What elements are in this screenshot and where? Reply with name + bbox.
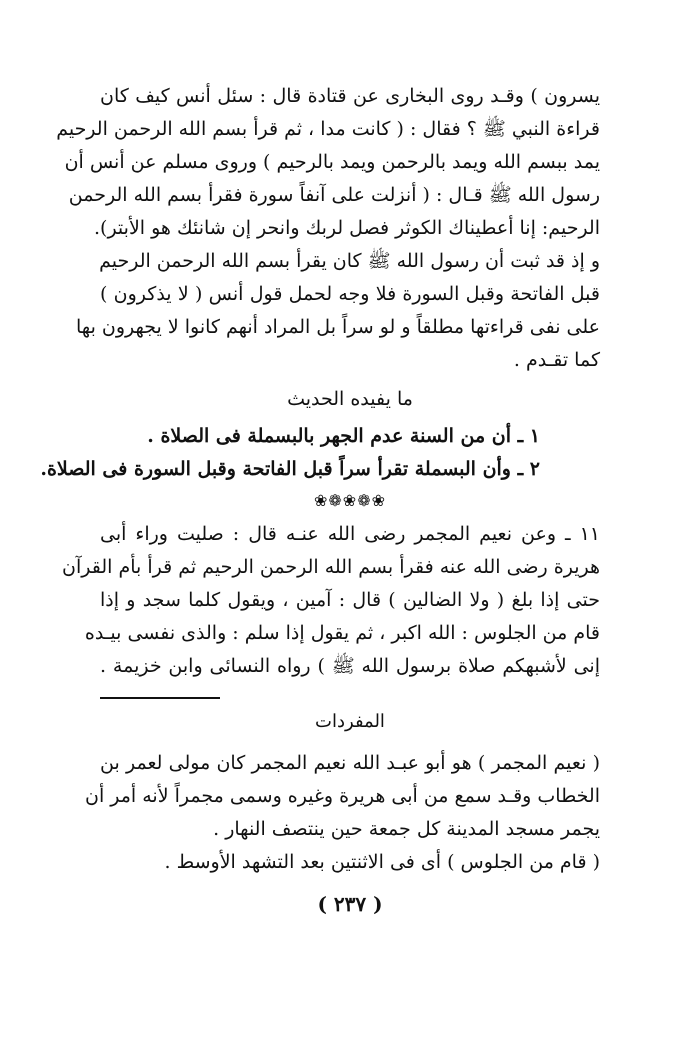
- text-line: ( نعيم المجمر ) هو أبو عبـد الله نعيم المجمر كان مولى لعمر بن: [100, 752, 600, 774]
- text-line: رسول الله ﷺ قـال : ( أنزلت على آنفاً سورة فقرأ بسم الله الرحمن: [68, 184, 600, 206]
- text-line: قام من الجلوس : الله اكبر ، ثم يقول إذا سلم : والذى نفسى بيـده: [84, 622, 600, 644]
- benefits-list: [40, 420, 600, 486]
- text-line: ( قام من الجلوس ) أى فى الاثنتين بعد التشهد الأوسط .: [164, 851, 600, 873]
- section-rule-wrap: [100, 697, 600, 699]
- vocab-heading: المفردات: [315, 711, 385, 732]
- text-line: و إذ قد ثبت أن رسول الله ﷺ كان يقرأ بسم الله الرحمن الرحيم: [99, 250, 600, 272]
- text-line: يسرون ) وقـد روى البخارى عن قتادة قال : سئل أنس كيف كان: [100, 85, 600, 107]
- page-body: [40, 80, 600, 919]
- text-line: على نفى قراءتها مطلقاً و لو سراً بل المراد أنهم كانوا لا يجهرون بها: [76, 316, 600, 338]
- text-line: يجمر مسجد المدينة كل جمعة حين ينتصف النهار .: [213, 818, 600, 840]
- paragraph-explanation: [76, 245, 600, 377]
- benefit-item: ١ ـ أن من السنة عدم الجهر بالبسملة فى الصلاة .: [147, 425, 540, 447]
- text-line: الخطاب وقـد سمع من أبى هريرة وغيره وسمى مجمراً لأنه أمر أن: [85, 785, 600, 807]
- text-line: إنى لأشبهكم صلاة برسول الله ﷺ ) رواه النسائى وابن خزيمة .: [100, 655, 600, 677]
- text-line: قبل الفاتحة وقبل السورة فلا وجه لحمل قول أنس ( لا يذكرون ): [100, 283, 600, 305]
- benefits-heading: ما يفيده الحديث: [287, 388, 413, 410]
- text-line: قراءة النبي ﷺ ؟ فقال : ( كانت مدا ، ثم قرأ بسم الله الرحمن الرحيم: [56, 118, 600, 140]
- text-line: هريرة رضى الله عنه فقرأ بسم الله الرحمن الرحيم ثم قرأ بأم القرآن: [62, 556, 600, 578]
- vocab-section: [85, 747, 600, 879]
- ornament-divider: ❀❁❀❁❀: [313, 491, 387, 510]
- text-line: الرحيم: إنا أعطيناك الكوثر فصل لربك وانحر إن شانئك هو الأبتر).: [94, 217, 600, 239]
- benefit-item: ٢ ـ وأن البسملة تقرأ سراً قبل الفاتحة وقبل السورة فى الصلاة.: [40, 458, 540, 480]
- page-number: ( ٢٣٧ ): [317, 892, 383, 916]
- text-line: حتى إذا بلغ ( ولا الضالين ) قال : آمين ، ويقول كلما سجد و إذا: [100, 589, 600, 611]
- section-rule: [100, 697, 220, 699]
- hadith-11: [62, 518, 600, 683]
- text-line: كما تقـدم .: [513, 349, 600, 371]
- paragraph-continuation: [56, 80, 600, 245]
- text-line: ١١ ـ وعن نعيم المجمر رضى الله عنـه قال : صليت وراء أبى: [100, 523, 600, 545]
- text-line: يمد ببسم الله ويمد بالرحمن ويمد بالرحيم ) وروى مسلم عن أنس أن: [64, 151, 600, 173]
